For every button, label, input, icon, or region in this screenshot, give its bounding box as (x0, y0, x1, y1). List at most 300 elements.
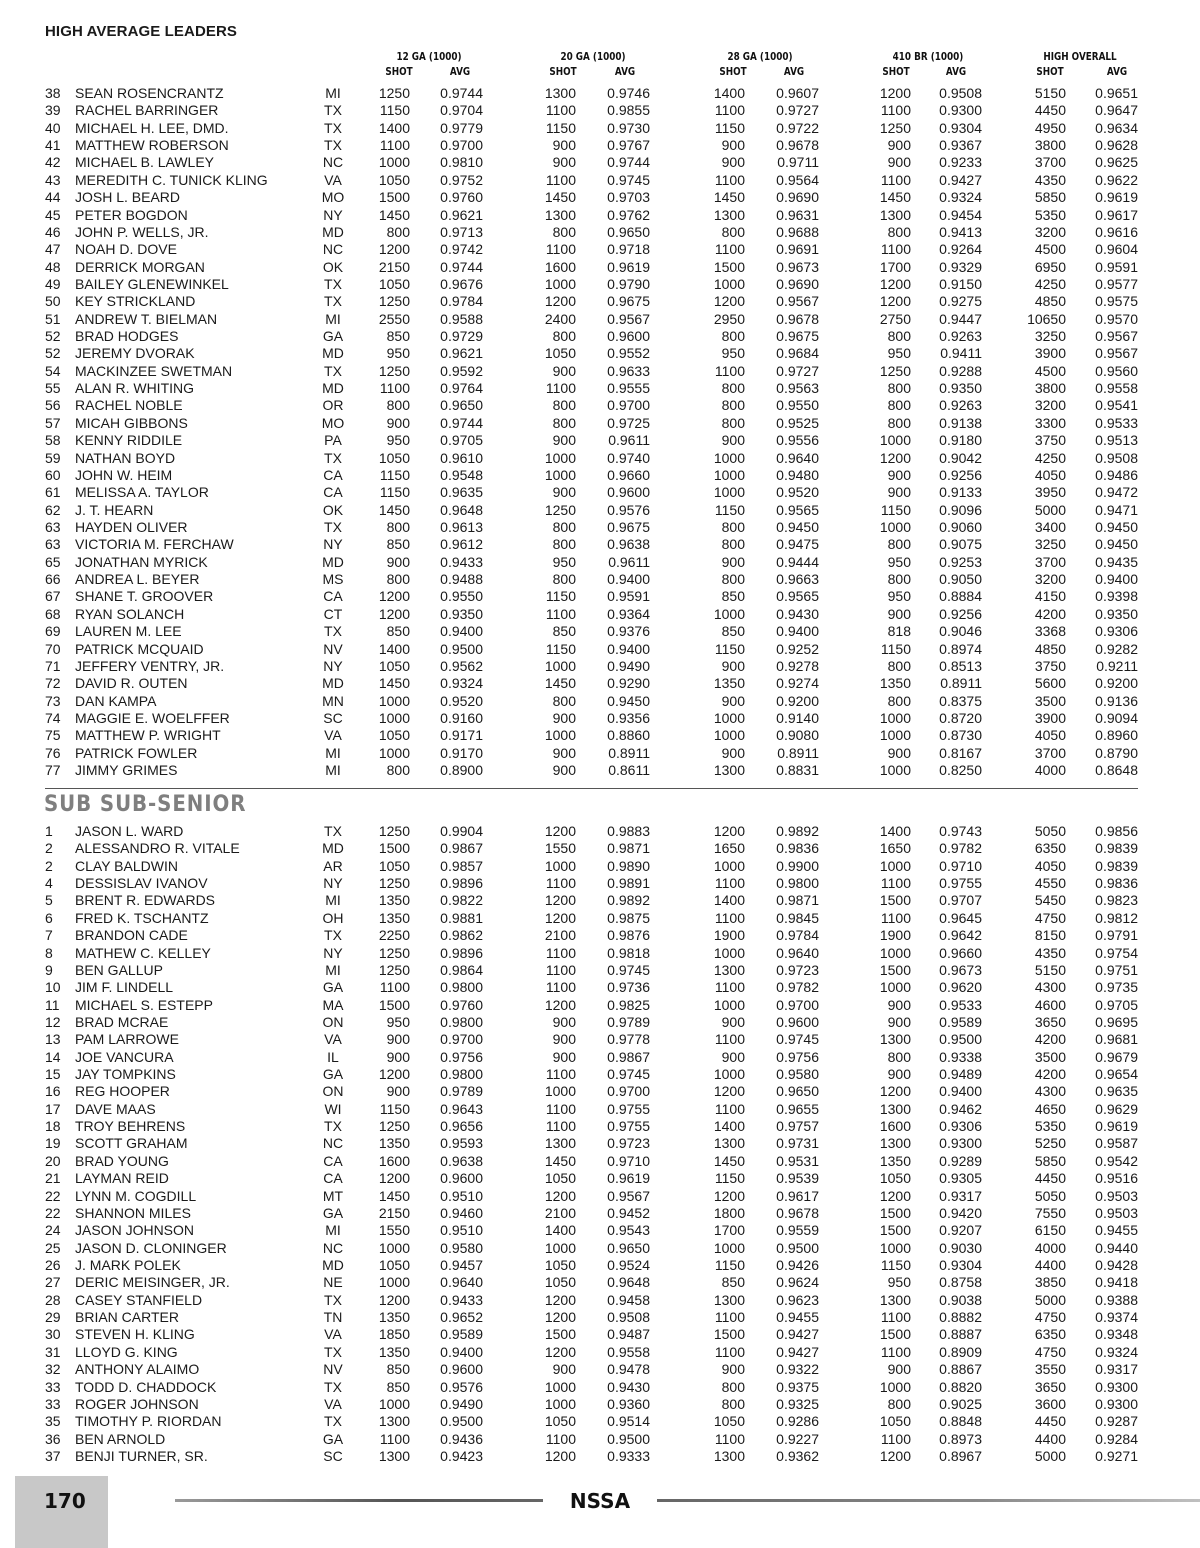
cell-avg-28ga: 0.9400 (776, 623, 819, 640)
cell-shot-28ga: 1150 (714, 1170, 745, 1187)
cell-shot-20ga: 1100 (545, 1100, 576, 1117)
cell-name: DAN KAMPA (75, 692, 157, 709)
cell-shot-20ga: 1200 (544, 996, 576, 1013)
cell-shot-20ga: 1000 (544, 1239, 576, 1256)
cell-avg-28ga: 0.9745 (776, 1031, 819, 1048)
cell-name: DERIC MEISINGER, JR. (75, 1274, 230, 1291)
cell-rank: 74 (45, 709, 61, 726)
cell-avg-20ga: 0.9487 (607, 1326, 650, 1343)
cell-avg-overall: 0.9575 (1095, 293, 1138, 310)
cell-avg-20ga: 0.9650 (607, 1239, 650, 1256)
cell-rank: 51 (45, 310, 61, 327)
cell-shot-410br: 800 (887, 1048, 911, 1065)
cell-shot-410br: 1350 (879, 675, 911, 692)
cell-avg-28ga: 0.9564 (776, 171, 819, 188)
cell-shot-28ga: 900 (721, 553, 745, 570)
cell-avg-overall: 0.9271 (1095, 1447, 1138, 1464)
cell-shot-20ga: 1000 (544, 449, 576, 466)
cell-shot-28ga: 1100 (714, 102, 745, 119)
cell-name: LYNN M. COGDILL (75, 1187, 197, 1204)
table-row (0, 1101, 1200, 1118)
cell-shot-28ga: 800 (721, 536, 745, 553)
page-title: HIGH AVERAGE LEADERS (45, 23, 238, 40)
cell-shot-410br: 900 (887, 1013, 911, 1030)
cell-avg-410br: 0.8167 (939, 744, 982, 761)
cell-state: GA (322, 1066, 344, 1083)
cell-avg-28ga: 0.9520 (776, 484, 819, 501)
cell-avg-410br: 0.9447 (939, 310, 982, 327)
cell-shot-overall: 3200 (1034, 571, 1066, 588)
cell-name: JOE VANCURA (75, 1048, 174, 1065)
cell-avg-overall: 0.9587 (1095, 1135, 1138, 1152)
cell-avg-overall: 0.9651 (1095, 85, 1138, 101)
cell-shot-overall: 6950 (1034, 258, 1066, 275)
cell-rank: 58 (45, 432, 61, 449)
cell-avg-410br: 0.9620 (939, 979, 982, 996)
cell-avg-20ga: 0.9490 (607, 657, 650, 674)
cell-avg-28ga: 0.9723 (776, 961, 819, 978)
cell-avg-12ga: 0.9550 (440, 588, 483, 605)
cell-shot-28ga: 1100 (714, 979, 745, 996)
cell-shot-28ga: 1100 (714, 909, 745, 926)
cell-avg-12ga: 0.9562 (440, 657, 483, 674)
cell-shot-20ga: 900 (552, 1361, 576, 1378)
cell-state: CA (323, 1170, 343, 1187)
cell-rank: 56 (45, 397, 61, 414)
cell-name: JASON D. CLONINGER (75, 1239, 227, 1256)
cell-rank: 27 (45, 1274, 61, 1291)
cell-avg-overall: 0.9823 (1095, 892, 1138, 909)
cell-state: OK (322, 501, 344, 518)
table-row (0, 172, 1200, 189)
cell-state: WI (324, 1100, 342, 1117)
cell-shot-12ga: 900 (386, 1083, 410, 1100)
cell-name: JIM F. LINDELL (75, 979, 174, 996)
cell-shot-28ga: 1900 (713, 927, 745, 944)
cell-avg-12ga: 0.9593 (440, 1135, 483, 1152)
cell-avg-overall: 0.9450 (1095, 518, 1138, 535)
table-row (0, 1292, 1200, 1309)
table-row (0, 745, 1200, 762)
cell-avg-12ga: 0.9423 (440, 1447, 483, 1464)
cell-rank: 48 (45, 258, 61, 275)
table-row (0, 1396, 1200, 1413)
cell-shot-28ga: 1300 (713, 961, 745, 978)
cell-avg-410br: 0.8375 (939, 692, 982, 709)
cell-avg-20ga: 0.9543 (607, 1222, 650, 1239)
cell-state: TX (324, 293, 342, 310)
cell-state: GA (322, 1204, 344, 1221)
cell-name: TODD D. CHADDOCK (75, 1378, 217, 1395)
cell-rank: 17 (45, 1100, 61, 1117)
cell-avg-410br: 0.9050 (939, 571, 982, 588)
cell-shot-12ga: 1050 (378, 275, 410, 292)
cell-rank: 7 (45, 927, 53, 944)
cell-state: MI (325, 310, 341, 327)
subheader-shot: SHOT (549, 66, 577, 78)
cell-avg-28ga: 0.9278 (776, 657, 819, 674)
cell-shot-410br: 818 (887, 623, 911, 640)
cell-rank: 72 (45, 675, 61, 692)
cell-shot-12ga: 1300 (378, 1413, 410, 1430)
cell-avg-20ga: 0.9867 (607, 1048, 650, 1065)
cell-shot-28ga: 800 (721, 571, 745, 588)
cell-shot-410br: 1600 (879, 1118, 911, 1135)
cell-avg-20ga: 0.9890 (607, 857, 650, 874)
cell-shot-12ga: 1050 (378, 171, 410, 188)
table-row (0, 1361, 1200, 1378)
cell-avg-410br: 0.8720 (939, 709, 982, 726)
cell-avg-overall: 0.9622 (1095, 171, 1138, 188)
cell-shot-12ga: 800 (386, 518, 410, 535)
cell-state: NY (323, 536, 343, 553)
cell-shot-12ga: 1150 (379, 466, 410, 483)
table-row (0, 345, 1200, 362)
cell-shot-20ga: 1200 (544, 1187, 576, 1204)
cell-avg-28ga: 0.9655 (776, 1100, 819, 1117)
table-row (0, 85, 1200, 102)
cell-shot-12ga: 1350 (378, 909, 410, 926)
cell-shot-28ga: 1500 (713, 258, 745, 275)
cell-name: HAYDEN OLIVER (75, 518, 188, 535)
subheader-shot: SHOT (719, 66, 747, 78)
cell-shot-410br: 1300 (879, 1100, 911, 1117)
cell-avg-overall: 0.9628 (1095, 137, 1138, 154)
cell-avg-20ga: 0.9650 (607, 223, 650, 240)
cell-avg-20ga: 0.9555 (607, 380, 650, 397)
cell-rank: 38 (45, 85, 61, 101)
cell-shot-20ga: 1200 (544, 909, 576, 926)
cell-shot-12ga: 1350 (378, 1343, 410, 1360)
cell-avg-28ga: 0.9722 (776, 119, 819, 136)
cell-shot-410br: 1000 (879, 1378, 911, 1395)
cell-state: MI (325, 961, 341, 978)
cell-avg-12ga: 0.9729 (440, 328, 483, 345)
cell-shot-20ga: 1100 (545, 171, 576, 188)
cell-avg-20ga: 0.9524 (607, 1256, 650, 1273)
cell-state: NY (323, 657, 343, 674)
subheader-shot: SHOT (882, 66, 910, 78)
cell-state: VA (324, 1326, 342, 1343)
cell-shot-410br: 1100 (880, 171, 911, 188)
cell-name: MATTHEW P. WRIGHT (75, 727, 221, 744)
cell-shot-overall: 3200 (1034, 223, 1066, 240)
cell-shot-12ga: 1850 (378, 1326, 410, 1343)
cell-avg-20ga: 0.9762 (607, 206, 650, 223)
cell-avg-28ga: 0.9892 (776, 823, 819, 839)
cell-rank: 12 (45, 1013, 61, 1030)
cell-name: ANDREW T. BIELMAN (75, 310, 218, 327)
cell-avg-overall: 0.9287 (1095, 1413, 1138, 1430)
cell-shot-410br: 950 (887, 1274, 911, 1291)
cell-shot-410br: 1100 (880, 241, 911, 258)
cell-shot-410br: 1200 (879, 1447, 911, 1464)
cell-avg-410br: 0.9253 (939, 553, 982, 570)
cell-avg-20ga: 0.9558 (607, 1343, 650, 1360)
cell-shot-12ga: 850 (386, 1361, 410, 1378)
cell-name: SEAN ROSENCRANTZ (75, 85, 224, 101)
cell-rank: 22 (45, 1204, 61, 1221)
cell-avg-overall: 0.9282 (1095, 640, 1138, 657)
cell-avg-28ga: 0.9678 (776, 137, 819, 154)
table-row (0, 1379, 1200, 1396)
cell-state: NV (323, 1361, 343, 1378)
cell-avg-12ga: 0.9704 (440, 102, 483, 119)
cell-shot-28ga: 1100 (714, 1309, 745, 1326)
cell-name: JEFFERY VENTRY, JR. (75, 657, 225, 674)
cell-shot-12ga: 1100 (379, 979, 410, 996)
cell-name: JASON JOHNSON (75, 1222, 195, 1239)
cell-name: BRAD YOUNG (75, 1152, 169, 1169)
cell-name: SCOTT GRAHAM (75, 1135, 188, 1152)
table-row (0, 137, 1200, 154)
cell-shot-overall: 6350 (1034, 1326, 1066, 1343)
cell-rank: 62 (45, 501, 61, 518)
cell-state: GA (322, 1430, 344, 1447)
cell-avg-28ga: 0.8911 (777, 744, 819, 761)
cell-rank: 71 (45, 657, 61, 674)
cell-shot-12ga: 800 (386, 571, 410, 588)
cell-shot-overall: 3500 (1034, 1048, 1066, 1065)
cell-name: LLOYD G. KING (75, 1343, 178, 1360)
cell-avg-28ga: 0.9455 (776, 1309, 819, 1326)
cell-name: BEN ARNOLD (75, 1430, 166, 1447)
cell-rank: 29 (45, 1309, 61, 1326)
cell-shot-410br: 1900 (879, 927, 911, 944)
cell-avg-410br: 0.9508 (939, 85, 982, 101)
cell-shot-12ga: 2150 (378, 258, 410, 275)
cell-shot-28ga: 1000 (713, 484, 745, 501)
cell-shot-12ga: 1250 (378, 875, 410, 892)
cell-avg-overall: 0.9604 (1095, 241, 1138, 258)
cell-name: REG HOOPER (75, 1083, 170, 1100)
table-row (0, 641, 1200, 658)
cell-shot-28ga: 1650 (713, 840, 745, 857)
cell-state: ON (322, 1013, 344, 1030)
cell-avg-28ga: 0.9678 (776, 1204, 819, 1221)
cell-avg-20ga: 0.9892 (607, 892, 650, 909)
cell-avg-20ga: 0.9745 (607, 171, 650, 188)
cell-name: PATRICK FOWLER (75, 744, 198, 761)
cell-avg-410br: 0.9233 (939, 154, 982, 171)
cell-shot-20ga: 1000 (544, 1378, 576, 1395)
cell-avg-12ga: 0.9904 (440, 823, 483, 839)
cell-shot-12ga: 900 (386, 1048, 410, 1065)
cell-shot-410br: 1200 (879, 275, 911, 292)
cell-shot-20ga: 1100 (545, 102, 576, 119)
cell-shot-28ga: 1100 (714, 1430, 745, 1447)
cell-shot-overall: 4350 (1034, 944, 1066, 961)
cell-avg-410br: 0.9338 (939, 1048, 982, 1065)
cell-shot-410br: 900 (887, 744, 911, 761)
cell-avg-410br: 0.9743 (939, 823, 982, 839)
cell-avg-20ga: 0.9789 (607, 1013, 650, 1030)
cell-avg-overall: 0.9400 (1095, 571, 1138, 588)
cell-avg-12ga: 0.9896 (440, 875, 483, 892)
cell-avg-28ga: 0.9845 (776, 909, 819, 926)
cell-state: VA (324, 727, 342, 744)
cell-shot-28ga: 1200 (713, 293, 745, 310)
cell-avg-28ga: 0.9427 (776, 1326, 819, 1343)
cell-shot-overall: 4050 (1034, 857, 1066, 874)
cell-shot-12ga: 1250 (378, 823, 410, 839)
cell-avg-28ga: 0.9700 (776, 996, 819, 1013)
cell-shot-12ga: 1000 (378, 1274, 410, 1291)
cell-avg-410br: 0.9454 (939, 206, 982, 223)
table-row (0, 606, 1200, 623)
cell-shot-12ga: 1500 (378, 840, 410, 857)
cell-avg-12ga: 0.9324 (440, 675, 483, 692)
cell-avg-410br: 0.8250 (939, 762, 982, 779)
cell-shot-410br: 1450 (879, 189, 911, 206)
cell-shot-20ga: 1100 (545, 944, 576, 961)
cell-avg-28ga: 0.9631 (776, 206, 819, 223)
cell-shot-20ga: 900 (552, 484, 576, 501)
cell-rank: 39 (45, 102, 61, 119)
cell-rank: 77 (45, 762, 61, 779)
cell-rank: 43 (45, 171, 61, 188)
cell-shot-overall: 3250 (1034, 328, 1066, 345)
cell-avg-20ga: 0.9718 (607, 241, 650, 258)
cell-avg-overall: 0.9418 (1095, 1274, 1138, 1291)
cell-shot-410br: 1000 (879, 979, 911, 996)
cell-rank: 75 (45, 727, 61, 744)
cell-shot-410br: 1150 (880, 501, 911, 518)
cell-avg-12ga: 0.9588 (440, 310, 483, 327)
cell-avg-overall: 0.9211 (1096, 657, 1138, 674)
cell-shot-overall: 5350 (1034, 206, 1066, 223)
cell-avg-20ga: 0.9740 (607, 449, 650, 466)
cell-state: CT (323, 605, 343, 622)
table-row (0, 997, 1200, 1014)
cell-shot-12ga: 1250 (378, 85, 410, 101)
table-row (0, 432, 1200, 449)
cell-name: TIMOTHY P. RIORDAN (75, 1413, 222, 1430)
cell-rank: 11 (45, 996, 60, 1013)
cell-avg-28ga: 0.9800 (776, 875, 819, 892)
cell-shot-20ga: 1150 (545, 588, 576, 605)
cell-avg-410br: 0.8911 (940, 675, 982, 692)
cell-shot-28ga: 950 (721, 345, 745, 362)
cell-shot-overall: 3500 (1034, 692, 1066, 709)
cell-shot-12ga: 1200 (378, 605, 410, 622)
section-divider (45, 788, 1138, 789)
cell-state: TX (324, 927, 342, 944)
cell-shot-28ga: 1000 (713, 727, 745, 744)
cell-state: MD (322, 223, 344, 240)
footer-brand: NSSA (569, 1489, 631, 1513)
cell-name: J. MARK POLEK (75, 1256, 181, 1273)
cell-avg-20ga: 0.9567 (607, 1187, 650, 1204)
cell-rank: 25 (45, 1239, 61, 1256)
cell-shot-12ga: 1050 (378, 857, 410, 874)
cell-avg-410br: 0.9133 (939, 484, 982, 501)
cell-state: GA (322, 328, 344, 345)
cell-shot-28ga: 1100 (714, 171, 745, 188)
cell-shot-20ga: 800 (552, 328, 576, 345)
cell-shot-410br: 1000 (879, 727, 911, 744)
cell-shot-28ga: 1450 (713, 1152, 745, 1169)
cell-avg-410br: 0.8513 (939, 657, 982, 674)
cell-avg-28ga: 0.9600 (776, 1013, 819, 1030)
cell-avg-28ga: 0.9673 (776, 258, 819, 275)
cell-avg-28ga: 0.9900 (776, 857, 819, 874)
cell-shot-410br: 1200 (879, 1083, 911, 1100)
cell-avg-410br: 0.9042 (939, 449, 982, 466)
cell-shot-410br: 1000 (879, 709, 911, 726)
cell-avg-410br: 0.9420 (939, 1204, 982, 1221)
cell-shot-overall: 3650 (1034, 1378, 1066, 1395)
cell-shot-410br: 1400 (879, 823, 911, 839)
cell-avg-410br: 0.9782 (939, 840, 982, 857)
cell-shot-20ga: 1100 (545, 875, 576, 892)
cell-avg-410br: 0.8758 (939, 1274, 982, 1291)
cell-shot-410br: 800 (887, 414, 911, 431)
cell-rank: 33 (45, 1395, 61, 1412)
cell-avg-overall: 0.9679 (1095, 1048, 1138, 1065)
cell-avg-20ga: 0.9875 (607, 909, 650, 926)
cell-shot-12ga: 800 (386, 762, 410, 779)
table-row (0, 1309, 1200, 1326)
cell-shot-20ga: 800 (552, 518, 576, 535)
cell-avg-410br: 0.9305 (939, 1170, 982, 1187)
cell-name: JEREMY DVORAK (75, 345, 195, 362)
cell-avg-20ga: 0.9700 (607, 397, 650, 414)
cell-state: MS (322, 571, 344, 588)
cell-shot-410br: 800 (887, 536, 911, 553)
cell-shot-20ga: 1250 (544, 501, 576, 518)
cell-shot-12ga: 950 (386, 432, 410, 449)
cell-state: TX (324, 623, 342, 640)
cell-shot-20ga: 900 (552, 362, 576, 379)
subheader-avg: AVG (614, 66, 636, 78)
cell-rank: 21 (45, 1170, 61, 1187)
cell-avg-overall: 0.9136 (1095, 692, 1138, 709)
cell-avg-410br: 0.9413 (939, 223, 982, 240)
cell-shot-overall: 10650 (1027, 310, 1066, 327)
cell-shot-410br: 1100 (880, 1343, 911, 1360)
cell-shot-28ga: 1000 (713, 996, 745, 1013)
cell-avg-28ga: 0.9711 (777, 154, 819, 171)
cell-avg-20ga: 0.9675 (607, 293, 650, 310)
cell-avg-28ga: 0.9650 (776, 1083, 819, 1100)
cell-rank: 6 (45, 909, 53, 926)
cell-avg-28ga: 0.9375 (776, 1378, 819, 1395)
cell-avg-410br: 0.9427 (939, 171, 982, 188)
cell-avg-12ga: 0.9600 (440, 1361, 483, 1378)
cell-avg-410br: 0.8967 (939, 1447, 982, 1464)
cell-shot-410br: 900 (887, 137, 911, 154)
cell-avg-overall: 0.8648 (1095, 762, 1138, 779)
subheader-shot: SHOT (385, 66, 413, 78)
cell-shot-410br: 1100 (880, 1309, 911, 1326)
cell-avg-12ga: 0.9510 (440, 1187, 483, 1204)
cell-avg-overall: 0.9398 (1095, 588, 1138, 605)
cell-shot-overall: 4000 (1034, 762, 1066, 779)
cell-shot-410br: 1500 (879, 1222, 911, 1239)
cell-name: JONATHAN MYRICK (75, 553, 208, 570)
cell-avg-28ga: 0.9080 (776, 727, 819, 744)
table-row (0, 823, 1200, 840)
cell-shot-28ga: 1300 (713, 1135, 745, 1152)
cell-avg-overall: 0.9591 (1095, 258, 1138, 275)
cell-rank: 76 (45, 744, 61, 761)
cell-shot-410br: 1100 (880, 102, 911, 119)
cell-rank: 67 (45, 588, 61, 605)
cell-shot-28ga: 1200 (713, 1187, 745, 1204)
cell-avg-28ga: 0.9623 (776, 1291, 819, 1308)
table-row (0, 710, 1200, 727)
